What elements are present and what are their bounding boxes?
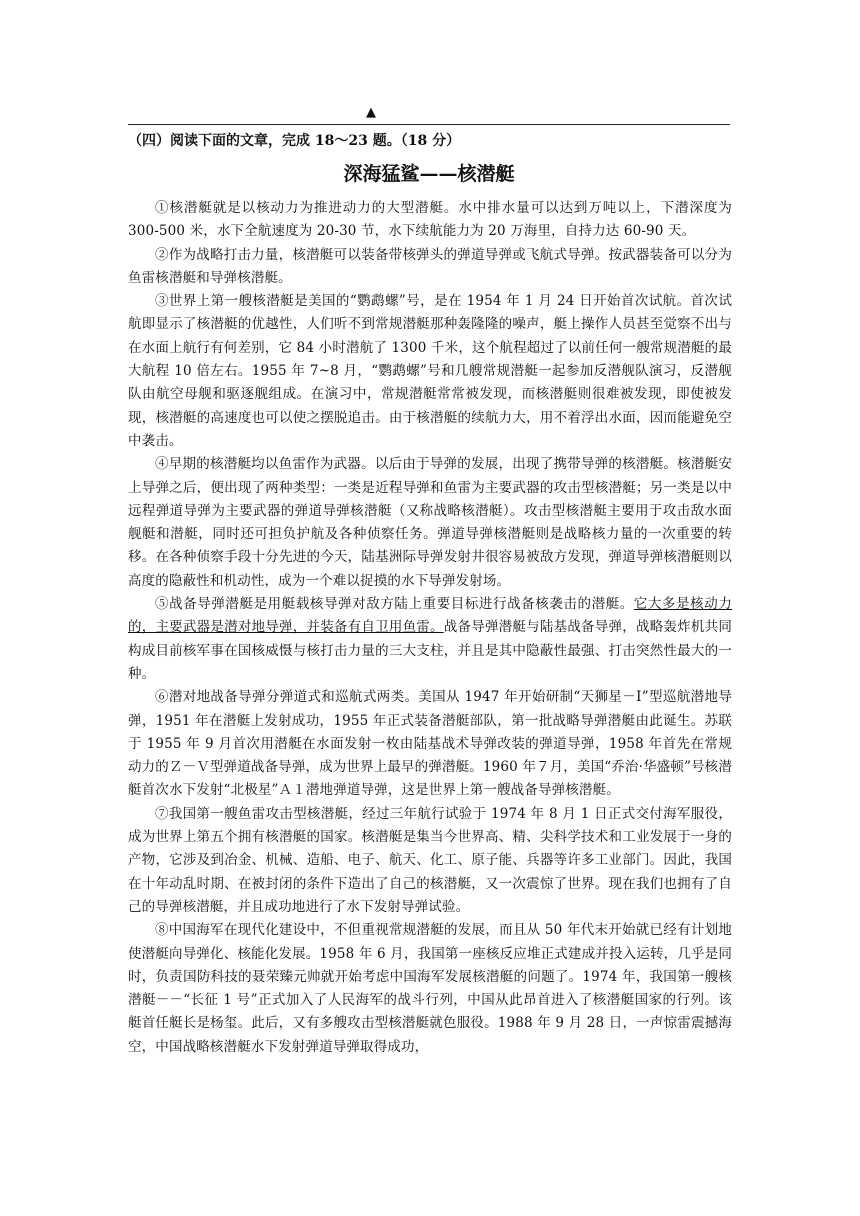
paragraph-5-lead: ⑤战备导弹潜艇是用艇载核导弹对敌方陆上重要目标进行战备核袭击的潜艇。 (155, 596, 634, 613)
paragraph-6: ⑥潜对地战备导弹分弹道式和巡航式两类。美国从 1947 年开始研制“天狮星－Ⅰ”型巡航潜地导弹，1951 年在潜艇上发射成功，1955 年正式装备潜艇部队，第一批战略导弹潜艇由此诞生。苏联于 1955 年 9 月首次用潜艇在水面发射一枚由陆基战术导弹改装的弹道导弹，1958 年首先在常规动力的Ｚ－Ｖ型弹道战备导弹，成为世界上最早的弹潜艇。1960 年７月，美国“乔治·华盛顿”号核潜艇首次水下发射“北极星”Ａ１潜地弹道导弹，这是世界上第一艘战备导弹核潜艇。 (128, 689, 732, 799)
paragraph-5 (128, 593, 732, 686)
article-title: 深海猛鲨——核潜艇 (343, 163, 515, 185)
paragraph-5-rest: 战备导弹潜艇与陆基战备导弹，战略轰炸机共同构成目前核军事在国核威慑与核打击力量的三大支柱，并且是其中隐蔽性最强、打击突然性最大的一种。 (128, 619, 732, 682)
underlined-sentence: 它大多是核动力的，主要武器是潜对地导弹，并装备有自卫用鱼雷。 (128, 596, 732, 636)
article-body (128, 197, 732, 1059)
paragraph-2: ②作为战略打击力量，核潜艇可以装备带核弹头的弹道导弹或飞航式导弹。按武器装备可以分为鱼雷核潜艇和导弹核潜艇。 (128, 246, 732, 286)
paragraph-3: ③世界上第一艘核潜艇是美国的“鹦鹉螺”号，是在 1954 年 1 月 24 日开始首次试航。首次试航即显示了核潜艇的优越性，人们听不到常规潜艇那种轰隆隆的噪声，艇上操作人员甚至觉察不出与在水面上航行有何差别，它 84 小时潜航了 1300 千米，这个航程超过了以前任何一艘常规潜艇的最大航程 10 倍左右。1955 年 7~8 月，“鹦鹉螺”号和几艘常规潜艇一起参加反潜舰队演习，反潜舰队由航空母舰和驱逐舰组成。在演习中，常规潜艇常常被发现，而核潜艇则很难被发现，即使被发现，核潜艇的高速度也可以使之摆脱追击。由于核潜艇的续航力大，用不着浮出水面，因而能避免空中袭击。 (128, 293, 732, 449)
question-instruction: （四）阅读下面的文章，完成 18～23 题。（18 分） (128, 133, 461, 149)
paragraph-4: ④早期的核潜艇均以鱼雷作为武器。以后由于导弹的发展，出现了携带导弹的核潜艇。核潜艇安上导弹之后，便出现了两种类型：一类是近程导弹和鱼雷为主要武器的攻击型核潜艇；另一类是以中远程弹道导弹为主要武器的弹道导弹核潜艇（又称战略核潜艇）。攻击型核潜艇主要用于攻击敌水面舰艇和潜艇，同时还可担负护航及各种侦察任务。弹道导弹核潜艇则是战略核力量的一次重要的转移。在各种侦察手段十分先进的今天，陆基洲际导弹发射井很容易被敌方发现，弹道导弹核潜艇则以高度的隐蔽性和机动性，成为一个难以捉摸的水下导弹发射场。 (128, 456, 732, 589)
paragraph-8: ⑧中国海军在现代化建设中，不但重视常规潜艇的发展，而且从 50 年代末开始就已经有计划地使潜艇向导弹化、核能化发展。1958 年 6 月，我国第一座核反应堆正式建成并投入运转，几乎是同时，负责国防科技的聂荣臻元帅就开始考虑中国海军发展核潜艇的问题了。1974 年，我国第一艘核潜艇－－“长征 1 号”正式加入了人民海军的战斗行列，中国从此昂首进入了核潜艇国家的行列。该艇首任艇长是杨玺。此后，又有多艘攻击型核潜艇就色服役。1988 年 9 月 28 日，一声惊雷震撼海空，中国战略核潜艇水下发射弹道导弹取得成功， (128, 922, 732, 1055)
triangle-marker-icon: ▲ (366, 105, 376, 120)
paragraph-7: ⑦我国第一艘鱼雷攻击型核潜艇，经过三年航行试验于 1974 年 8 月 1 日正式交付海军服役，成为世界上第五个拥有核潜艇的国家。核潜艇是集当今世界高、精、尖科学技术和工业发展于一身的产物，它涉及到冶金、机械、造船、电子、航天、化工、原子能、兵器等许多工业部门。因此，我国在十年动乱时期、在被封闭的条件下造出了自己的核潜艇，又一次震惊了世界。现在我们也拥有了自己的导弹核潜艇，并且成功地进行了水下发射导弹试验。 (128, 805, 732, 915)
paragraph-1: ①核潜艇就是以核动力为推进动力的大型潜艇。水中排水量可以达到万吨以上，下潜深度为 300-500 米，水下全航速度为 20-30 节，水下续航能力为 20 万海里，自持力达 60-90 天。 (128, 200, 732, 240)
header-rule (128, 124, 730, 125)
